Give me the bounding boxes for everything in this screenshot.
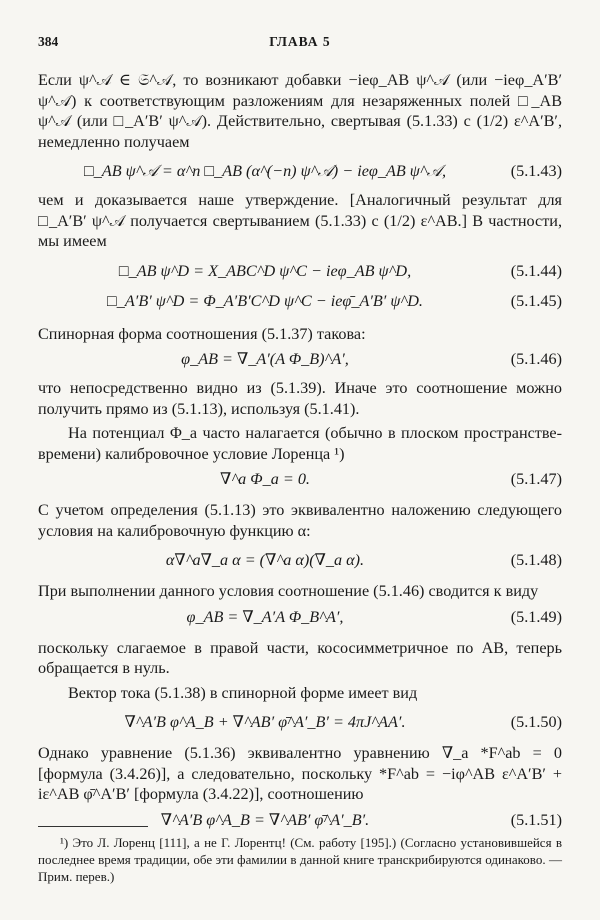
equation-5-1-47 xyxy=(38,464,562,494)
chapter-title: ГЛАВА 5 xyxy=(269,34,331,49)
equation-expression: ∇^A′B φ^A_B + ∇^AB′ φ̄^A′_B′ = 4πJ^AA′. xyxy=(124,713,406,731)
paragraph-9: Вектор тока (5.1.38) в спинорной форме имеет вид xyxy=(68,683,418,702)
paragraph-7: При выполнении данного условия соотношение (5.1.46) сводится к виду xyxy=(38,582,539,600)
equation-5-1-43 xyxy=(38,156,562,186)
equation-5-1-44 xyxy=(38,256,562,286)
paragraph-5: На потенциал Φ_a часто налагается (обычно в плоском пространстве-времени) калибровочное условие Лоренца ¹) xyxy=(38,424,562,463)
equation-number: (5.1.50) xyxy=(510,713,562,731)
equation-expression: φ_AB = ∇_A′(A Φ_B)^A′, xyxy=(181,350,349,368)
page-number: 384 xyxy=(38,34,59,49)
equation-expression: α∇^a∇_a α = (∇^a α)(∇_a α). xyxy=(165,551,365,569)
equation-5-1-49 xyxy=(38,602,562,632)
equation-expression: □_A′B′ ψ^D = Φ_A′B′C^D ψ^C − ieφ̄_A′B′ ψ^D. xyxy=(107,291,423,310)
equation-number: (5.1.51) xyxy=(510,810,562,829)
equation-expression: □_AB ψ^D = X_ABC^D ψ^C − ieφ_AB ψ^D, xyxy=(118,261,412,280)
equation-5-1-50 xyxy=(38,707,562,737)
equation-expression: ∇^a Φ_a = 0. xyxy=(220,470,310,488)
paragraph-8: поскольку слагаемое в правой части, кососимметричное по AB, теперь обращается в нуль. xyxy=(38,638,562,677)
running-head xyxy=(38,34,562,64)
equation-number: (5.1.44) xyxy=(510,261,562,280)
paragraph-6: С учетом определения (5.1.13) это эквивалентно наложению следующего условия на калибровочную функцию α: xyxy=(38,501,562,540)
paragraph-4: что непосредственно видно из (5.1.39). Иначе это соотношение можно получить прямо из (5.1.13), используя (5.1.41). xyxy=(38,379,562,418)
equation-5-1-46 xyxy=(38,344,562,374)
equation-number: (5.1.48) xyxy=(510,551,562,569)
equation-5-1-45 xyxy=(38,286,562,316)
equation-expression: □_AB ψ^𝒜 = α^n □_AB (α^(−n) ψ^𝒜) − ieφ_AB ψ^𝒜, xyxy=(83,162,447,180)
equation-5-1-48 xyxy=(38,545,562,575)
footnote: ¹) Это Л. Лоренц [111], а не Г. Лорентц! (См. работу [195].) (Согласно установившейся в последнее время традиции, обе эти фамилии в данной книге транскрибируются одинаково. — Прим. перев.) xyxy=(38,835,562,884)
paragraph-3: Спинорная форма соотношения (5.1.37) такова: xyxy=(38,324,366,343)
equation-number: (5.1.47) xyxy=(510,470,562,488)
paragraph-10: Однако уравнение (5.1.36) эквивалентно уравнению ∇_a *F^ab = 0 [формула (3.4.26)], а следовательно, поскольку *F^ab = −iφ^AB ε^A′B′ + iε^AB φ̄^A′B′ [формула (3.4.22)], соотношению xyxy=(38,744,562,803)
equation-number: (5.1.43) xyxy=(510,162,562,180)
equation-expression: ∇^A′B φ^A_B = ∇^AB′ φ̄^A′_B′. xyxy=(160,810,370,829)
equation-expression: φ_AB = ∇_A′A Φ_B^A′, xyxy=(186,607,344,626)
equation-number: (5.1.45) xyxy=(510,291,562,310)
footnote-divider xyxy=(38,826,148,827)
paragraph-2: чем и доказывается наше утверждение. [Аналогичный результат для □_A′B′ ψ^𝒜 получается свертыванием (5.1.33) с (1/2) ε^AB.] В частности, мы имеем xyxy=(38,191,562,250)
equation-number: (5.1.49) xyxy=(510,607,562,626)
equation-5-1-51 xyxy=(38,805,562,835)
paragraph-1: Если ψ^𝒜 ∈ 𝔖^𝒜, то возникают добавки −ieφ_AB ψ^𝒜 (или −ieφ_A′B′ ψ^𝒜) к соответствующим разложениям для незаряженных полей □_AB ψ^𝒜 (или □_A′B′ ψ^𝒜). Действительно, свертывая (5.1.33) с (1/2) ε^A′B′, немедленно получаем xyxy=(38,71,562,151)
equation-number: (5.1.46) xyxy=(510,350,562,368)
